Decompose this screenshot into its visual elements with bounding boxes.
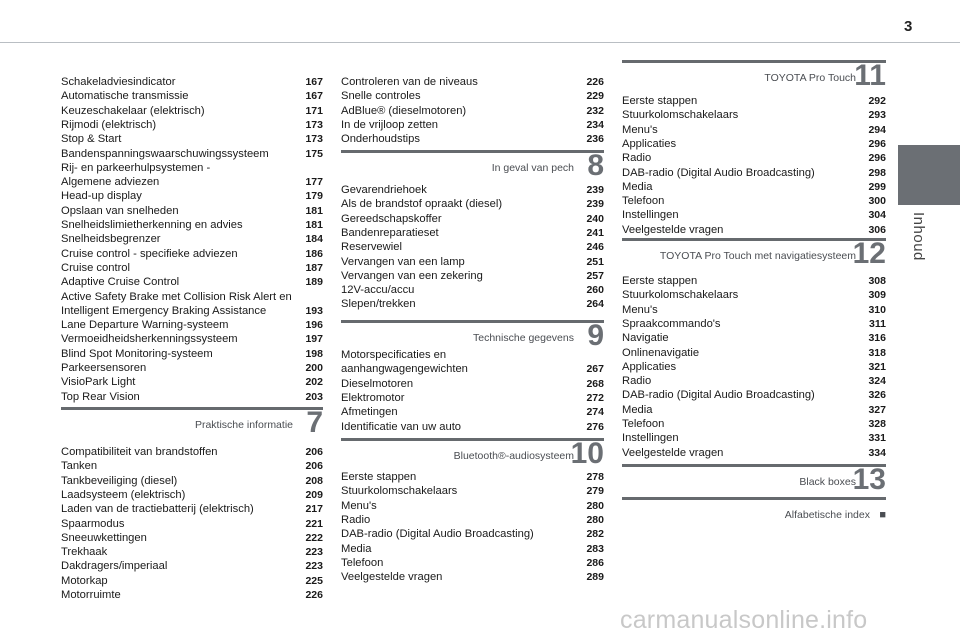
- toc-entry[interactable]: [341, 89, 604, 103]
- toc-entry[interactable]: [61, 147, 323, 161]
- toc-entry[interactable]: [622, 317, 886, 331]
- section-title: TOYOTA Pro Touch: [764, 72, 856, 84]
- toc-entry-page: 239: [586, 184, 604, 196]
- toc-entry-page: 289: [586, 571, 604, 584]
- toc-entry-title: Stuurkolomschakelaars: [341, 485, 458, 498]
- watermark: carmanualsonline.info: [620, 606, 868, 634]
- toc-entry-page: 294: [868, 123, 886, 136]
- toc-entry-page: 222: [305, 531, 323, 544]
- toc-entry[interactable]: [61, 445, 323, 459]
- section-rule: [341, 438, 604, 441]
- page-number: 3: [904, 18, 913, 35]
- toc-entry[interactable]: [341, 420, 604, 434]
- toc-entry-page: 251: [586, 255, 604, 268]
- toc-entry[interactable]: [622, 137, 886, 151]
- toc-entry[interactable]: [622, 108, 886, 122]
- toc-entry-title: DAB-radio (Digital Audio Broadcasting): [341, 528, 534, 541]
- toc-entry-page: 286: [586, 556, 604, 569]
- toc-entry-title: Cruise control - specifieke adviezen: [61, 247, 238, 260]
- toc-entry-page: 260: [586, 284, 604, 297]
- toc-entry-title: Cruise control: [61, 261, 131, 274]
- toc-entry-page: 187: [305, 261, 323, 274]
- toc-entry-page: 236: [586, 133, 604, 146]
- toc-entry-page: 202: [305, 376, 323, 389]
- toc-entry[interactable]: [341, 212, 604, 226]
- section-rule: [61, 407, 323, 410]
- section-title: Bluetooth®-audiosysteem: [453, 450, 574, 462]
- toc-entry[interactable]: [61, 390, 323, 404]
- toc-entry[interactable]: [341, 470, 604, 484]
- toc-entry-title: Onderhoudstips: [341, 133, 420, 146]
- toc-entry[interactable]: [622, 288, 886, 302]
- toc-entry-title: Motorruimte: [61, 589, 121, 601]
- section-rule: [622, 497, 886, 500]
- toc-entry[interactable]: [622, 194, 886, 208]
- toc-entry-title: Automatische transmissie: [61, 90, 189, 103]
- toc-entry-page: 296: [868, 137, 886, 150]
- toc-entry-page: 246: [586, 241, 604, 254]
- toc-entry-title: Stuurkolomschakelaars: [622, 289, 739, 302]
- toc-entry-title: Motorkap: [61, 574, 108, 587]
- section-number: 11: [854, 59, 886, 92]
- toc-entry-title: Gevarendriehoek: [341, 184, 427, 196]
- toc-entry-page: 311: [869, 317, 886, 330]
- toc-entry-title: Navigatie: [622, 332, 669, 345]
- toc-entry-title: Stuurkolomschakelaars: [622, 109, 739, 122]
- toc-entry-title: Head-up display: [61, 190, 142, 203]
- toc-entry[interactable]: [61, 75, 323, 89]
- toc-entry-page: 175: [305, 147, 323, 160]
- toc-entry-title: Dakdragers/imperiaal: [61, 560, 168, 573]
- toc-entry-page: 318: [868, 346, 886, 359]
- toc-entry-page: 280: [586, 499, 604, 512]
- toc-entry-page: 241: [586, 226, 604, 239]
- toc-entry-title: Laadsysteem (elektrisch): [61, 488, 186, 501]
- toc-entry-title: AdBlue® (dieselmotoren): [341, 104, 467, 117]
- toc-entry[interactable]: [61, 502, 323, 516]
- toc-entry-page: 327: [868, 403, 886, 416]
- toc-entry[interactable]: [341, 197, 604, 211]
- toc-entry-page: 221: [305, 517, 323, 530]
- toc-entry-page: 282: [586, 528, 604, 541]
- toc-entry[interactable]: [61, 132, 323, 146]
- toc-entry-title: Applicaties: [622, 137, 677, 150]
- toc-entry[interactable]: [622, 208, 886, 222]
- toc-entry[interactable]: [61, 531, 323, 545]
- toc-entry-title: Motorspecificaties en aanhangwagengewichten: [341, 349, 468, 375]
- toc-entry-page: 309: [868, 289, 886, 302]
- section-rule: [622, 238, 886, 241]
- toc-entry-page: 173: [305, 118, 323, 131]
- toc-entry-title: In de vrijloop zetten: [341, 118, 439, 131]
- toc-entry-title: Vervangen van een zekering: [341, 269, 483, 282]
- toc-entry[interactable]: [341, 542, 604, 556]
- toc-entry-page: 171: [305, 104, 323, 117]
- toc-entry-title: Onlinenavigatie: [622, 346, 700, 359]
- toc-entry-title: Parkeersensoren: [61, 362, 147, 374]
- section-header-10[interactable]: [341, 438, 604, 472]
- section-header-11[interactable]: [622, 60, 886, 94]
- toc-entry-title: Elektromotor: [341, 391, 405, 404]
- toc-entry[interactable]: [61, 488, 323, 502]
- toc-entry-page: 200: [305, 362, 323, 374]
- toc-entry-page: 196: [305, 319, 323, 332]
- toc-entry-title: Instellingen: [622, 432, 679, 445]
- toc-entry[interactable]: [622, 94, 886, 108]
- toc-entry-page: 198: [305, 347, 323, 360]
- toc-entry[interactable]: [341, 391, 604, 405]
- toc-entry-title: Spaarmodus: [61, 517, 125, 530]
- toc-entry-page: 208: [305, 474, 323, 487]
- toc-entry-page: 232: [586, 104, 604, 117]
- toc-entry-page: 223: [305, 546, 323, 559]
- toc-entry-page: 225: [305, 574, 323, 587]
- toc-entry-title: DAB-radio (Digital Audio Broadcasting): [622, 166, 815, 179]
- toc-entry-page: 206: [305, 446, 323, 458]
- toc-entry-title: Telefoon: [341, 556, 384, 569]
- section-number: 10: [570, 437, 604, 470]
- chapter-tab-label: Inhoud: [910, 212, 927, 261]
- toc-entry-title: Media: [622, 403, 653, 416]
- toc-entry[interactable]: [61, 545, 323, 559]
- toc-entry-title: VisioPark Light: [61, 376, 136, 389]
- toc-entry[interactable]: [622, 303, 886, 317]
- section-title: In geval van pech: [491, 162, 574, 174]
- toc-entry-title: Stop & Start: [61, 133, 122, 146]
- toc-entry-title: Bandenreparatieset: [341, 226, 439, 239]
- toc-entry-title: Lane Departure Warning-systeem: [61, 319, 229, 332]
- toc-entry-title: Controleren van de niveaus: [341, 76, 478, 88]
- section-header-7[interactable]: [61, 407, 323, 441]
- toc-entry[interactable]: [341, 527, 604, 541]
- toc-entry-title: Snelheidslimietherkenning en advies: [61, 219, 243, 231]
- toc-entry[interactable]: [622, 151, 886, 165]
- toc-entry[interactable]: [622, 180, 886, 194]
- toc-entry-page: 264: [586, 298, 604, 311]
- toc-entry[interactable]: [622, 374, 886, 388]
- toc-entry[interactable]: [341, 283, 604, 297]
- toc-entry-page: 308: [868, 275, 886, 287]
- toc-entry-title: Afmetingen: [341, 406, 398, 419]
- toc-entry[interactable]: [61, 247, 323, 261]
- toc-entry[interactable]: [341, 75, 604, 89]
- header-rule: [0, 42, 960, 43]
- toc-entry-page: 240: [586, 212, 604, 225]
- toc-entry[interactable]: [341, 132, 604, 146]
- toc-entry-title: Eerste stappen: [622, 275, 698, 287]
- toc-entry[interactable]: [341, 484, 604, 498]
- toc-entry[interactable]: [341, 297, 604, 311]
- toc-entry[interactable]: [61, 332, 323, 346]
- toc-entry[interactable]: [341, 570, 604, 584]
- toc-entry-title: Radio: [622, 152, 652, 165]
- toc-entry-page: 257: [586, 269, 604, 282]
- toc-entry-title: Media: [622, 180, 653, 193]
- toc-entry[interactable]: [61, 375, 323, 389]
- toc-entry[interactable]: [341, 240, 604, 254]
- toc-entry-page: 292: [868, 95, 886, 107]
- section-number: 12: [852, 237, 886, 270]
- section-rule: [622, 464, 886, 467]
- toc-entry-title: Veelgestelde vragen: [341, 571, 443, 584]
- toc-entry[interactable]: [622, 431, 886, 445]
- toc-entry-page: 321: [868, 360, 886, 373]
- toc-entry-page: 293: [868, 109, 886, 122]
- toc-entry[interactable]: [61, 89, 323, 103]
- toc-entry-title: Vervangen van een lamp: [341, 255, 465, 268]
- toc-entry[interactable]: [341, 556, 604, 570]
- toc-entry-page: 197: [305, 333, 323, 346]
- toc-entry[interactable]: [61, 318, 323, 332]
- toc-entry-title: Adaptive Cruise Control: [61, 276, 180, 289]
- toc-entry-page: 177: [305, 175, 323, 188]
- toc-entry-page: 181: [305, 204, 323, 217]
- toc-entry-page: 310: [868, 303, 886, 316]
- toc-entry-title: Veelgestelde vragen: [622, 446, 724, 459]
- toc-entry[interactable]: [622, 223, 886, 237]
- toc-entry-page: 206: [305, 460, 323, 473]
- toc-entry[interactable]: [341, 499, 604, 513]
- toc-entry-title: Instellingen: [622, 209, 679, 222]
- toc-entry-title: Eerste stappen: [341, 471, 417, 483]
- toc-entry-title: Identificatie van uw auto: [341, 420, 462, 433]
- toc-entry-page: 276: [586, 420, 604, 433]
- toc-entry-page: 217: [305, 503, 323, 516]
- toc-entry-page: 272: [586, 391, 604, 404]
- toc-entry[interactable]: [61, 474, 323, 488]
- toc-entry-title: Snelle controles: [341, 90, 421, 103]
- toc-entry[interactable]: [622, 166, 886, 180]
- toc-entry[interactable]: [61, 104, 323, 118]
- toc-entry-title: Als de brandstof opraakt (diesel): [341, 198, 503, 211]
- toc-entry-page: 239: [586, 198, 604, 211]
- toc-entry[interactable]: [341, 269, 604, 283]
- toc-entry-page: 316: [868, 332, 886, 345]
- toc-entry-title: Eerste stappen: [622, 95, 698, 107]
- toc-entry-title: Media: [341, 542, 372, 555]
- toc-entry[interactable]: [622, 331, 886, 345]
- toc-entry-page: 300: [868, 195, 886, 208]
- toc-entry-page: 328: [868, 418, 886, 430]
- toc-entry-page: 209: [305, 488, 323, 501]
- toc-entry-page: 203: [305, 390, 323, 403]
- toc-entry[interactable]: [341, 513, 604, 527]
- toc-entry-title: Telefoon: [622, 418, 665, 430]
- toc-entry-page: 280: [586, 513, 604, 526]
- toc-entry[interactable]: [622, 123, 886, 137]
- toc-entry[interactable]: [341, 183, 604, 197]
- toc-entry[interactable]: [61, 204, 323, 218]
- toc-entry-page: 173: [305, 133, 323, 146]
- toc-entry-title: Schakeladviesindicator: [61, 76, 176, 88]
- toc-entry-title: Rij- en parkeerhulpsystemen - Algemene adviezen: [61, 161, 211, 188]
- section-number: 8: [587, 149, 604, 182]
- toc-entry[interactable]: [341, 255, 604, 269]
- toc-entry-title: Rijmodi (elektrisch): [61, 118, 157, 131]
- toc-entry[interactable]: [341, 405, 604, 419]
- toc-entry-page: 226: [586, 76, 604, 88]
- section-rule: [341, 150, 604, 153]
- toc-entry-page: 234: [586, 118, 604, 131]
- toc-entry[interactable]: [61, 218, 323, 232]
- toc-entry-title: Veelgestelde vragen: [622, 223, 724, 236]
- toc-entry-page: 274: [586, 406, 604, 419]
- toc-entry[interactable]: [61, 559, 323, 573]
- toc-entry[interactable]: [622, 417, 886, 431]
- toc-entry[interactable]: [61, 347, 323, 361]
- section-title: Alfabetische index: [784, 509, 870, 521]
- toc-entry-page: 326: [868, 389, 886, 402]
- toc-entry[interactable]: [622, 346, 886, 360]
- toc-entry[interactable]: [341, 377, 604, 391]
- toc-entry-title: Bandenspanningswaarschuwingssysteem: [61, 147, 269, 160]
- toc-entry-title: Active Safety Brake met Collision Risk Alert en Intelligent Emergency Braking Assistance: [61, 290, 292, 317]
- toc-entry-title: Slepen/trekken: [341, 298, 416, 311]
- toc-entry[interactable]: [61, 118, 323, 132]
- toc-entry[interactable]: [61, 574, 323, 588]
- toc-entry-page: 306: [868, 223, 886, 236]
- toc-entry-page: 304: [868, 209, 886, 222]
- toc-entry-page: 226: [305, 589, 323, 601]
- section-header-index[interactable]: [622, 497, 886, 531]
- toc-entry-title: Menu's: [341, 499, 377, 512]
- toc-entry-title: Gereedschapskoffer: [341, 212, 442, 225]
- toc-entry-page: 331: [868, 432, 886, 445]
- toc-entry-title: Spraakcommando's: [622, 317, 721, 330]
- toc-entry[interactable]: [622, 446, 886, 460]
- toc-entry-title: Reservewiel: [341, 241, 402, 254]
- toc-entry-title: Radio: [622, 375, 652, 388]
- toc-entry-page: 193: [305, 304, 323, 317]
- toc-entry-title: Tanken: [61, 460, 98, 473]
- section-number: 13: [852, 463, 886, 496]
- section-rule: [622, 60, 886, 63]
- toc-entry-title: Radio: [341, 513, 371, 526]
- toc-entry-title: Top Rear Vision: [61, 390, 140, 403]
- toc-entry-title: Trekhaak: [61, 546, 108, 559]
- toc-entry-page: 278: [586, 471, 604, 483]
- toc-entry-title: Menu's: [622, 123, 658, 136]
- toc-entry-title: Applicaties: [622, 360, 677, 373]
- toc-entry-title: Tankbeveiliging (diesel): [61, 474, 178, 487]
- toc-entry[interactable]: [61, 361, 323, 375]
- toc-entry-title: Telefoon: [622, 195, 665, 208]
- toc-entry[interactable]: [61, 161, 323, 189]
- toc-entry-page: 334: [868, 446, 886, 459]
- toc-entry-title: Menu's: [622, 303, 658, 316]
- toc-entry[interactable]: [61, 232, 323, 246]
- toc-entry[interactable]: [341, 348, 604, 376]
- section-title: Technische gegevens: [473, 332, 574, 344]
- toc-entry-page: 283: [586, 542, 604, 555]
- toc-entry-page: 186: [305, 247, 323, 260]
- section-header-12[interactable]: [622, 238, 886, 272]
- toc-entry-title: Dieselmotoren: [341, 377, 414, 390]
- toc-entry[interactable]: [622, 274, 886, 288]
- toc-entry-page: 184: [305, 233, 323, 246]
- section-header-8[interactable]: [341, 150, 604, 184]
- toc-entry-title: Opslaan van snelheden: [61, 204, 179, 217]
- toc-entry[interactable]: [61, 517, 323, 531]
- toc-entry-title: Vermoeidheidsherkenningssysteem: [61, 333, 238, 346]
- toc-entry[interactable]: [61, 261, 323, 275]
- toc-entry[interactable]: [341, 104, 604, 118]
- toc-entry-page: 296: [868, 152, 886, 165]
- section-number: 9: [587, 319, 604, 352]
- toc-entry[interactable]: [341, 226, 604, 240]
- section-number: 7: [306, 406, 323, 439]
- toc-entry[interactable]: [61, 588, 323, 602]
- toc-entry-page: 299: [868, 180, 886, 193]
- toc-entry-page: 167: [305, 76, 323, 88]
- toc-entry[interactable]: [61, 290, 323, 318]
- toc-entry-page: 279: [586, 485, 604, 498]
- toc-entry[interactable]: [622, 360, 886, 374]
- toc-entry-page: 298: [868, 166, 886, 179]
- toc-entry[interactable]: [341, 118, 604, 132]
- toc-entry-page: 189: [305, 276, 323, 289]
- toc-entry-page: 181: [305, 219, 323, 231]
- section-rule: [341, 320, 604, 323]
- toc-entry-title: Blind Spot Monitoring-systeem: [61, 347, 213, 360]
- toc-entry-page: 267: [586, 363, 604, 375]
- toc-entry-page: 167: [305, 90, 323, 103]
- toc-entry[interactable]: [61, 275, 323, 289]
- toc-entry-page: 229: [586, 90, 604, 103]
- section-title: Praktische informatie: [194, 419, 293, 431]
- toc-entry[interactable]: [61, 459, 323, 473]
- toc-entry-page: 179: [305, 190, 323, 203]
- toc-entry-title: Snelheidsbegrenzer: [61, 233, 161, 246]
- toc-entry-title: Laden van de tractiebatterij (elektrisch): [61, 503, 254, 516]
- section-title: Black boxes: [799, 476, 856, 488]
- toc-entry-page: 324: [868, 375, 886, 388]
- toc-entry-title: Compatibiliteit van brandstoffen: [61, 446, 218, 458]
- toc-entry-title: DAB-radio (Digital Audio Broadcasting): [622, 389, 815, 402]
- index-marker: ■: [879, 509, 886, 521]
- chapter-tab: [898, 145, 960, 205]
- toc-entry-page: 268: [586, 377, 604, 390]
- toc-entry[interactable]: [61, 189, 323, 203]
- toc-entry-page: 223: [305, 560, 323, 573]
- toc-entry[interactable]: [622, 388, 886, 402]
- toc-entry-title: Sneeuwkettingen: [61, 531, 147, 544]
- toc-entry-title: 12V-accu/accu: [341, 284, 415, 297]
- section-header-13[interactable]: [622, 464, 886, 498]
- toc-entry[interactable]: [622, 403, 886, 417]
- section-title: TOYOTA Pro Touch met navigatiesysteem: [659, 250, 856, 262]
- toc-entry-title: Keuzeschakelaar (elektrisch): [61, 104, 205, 117]
